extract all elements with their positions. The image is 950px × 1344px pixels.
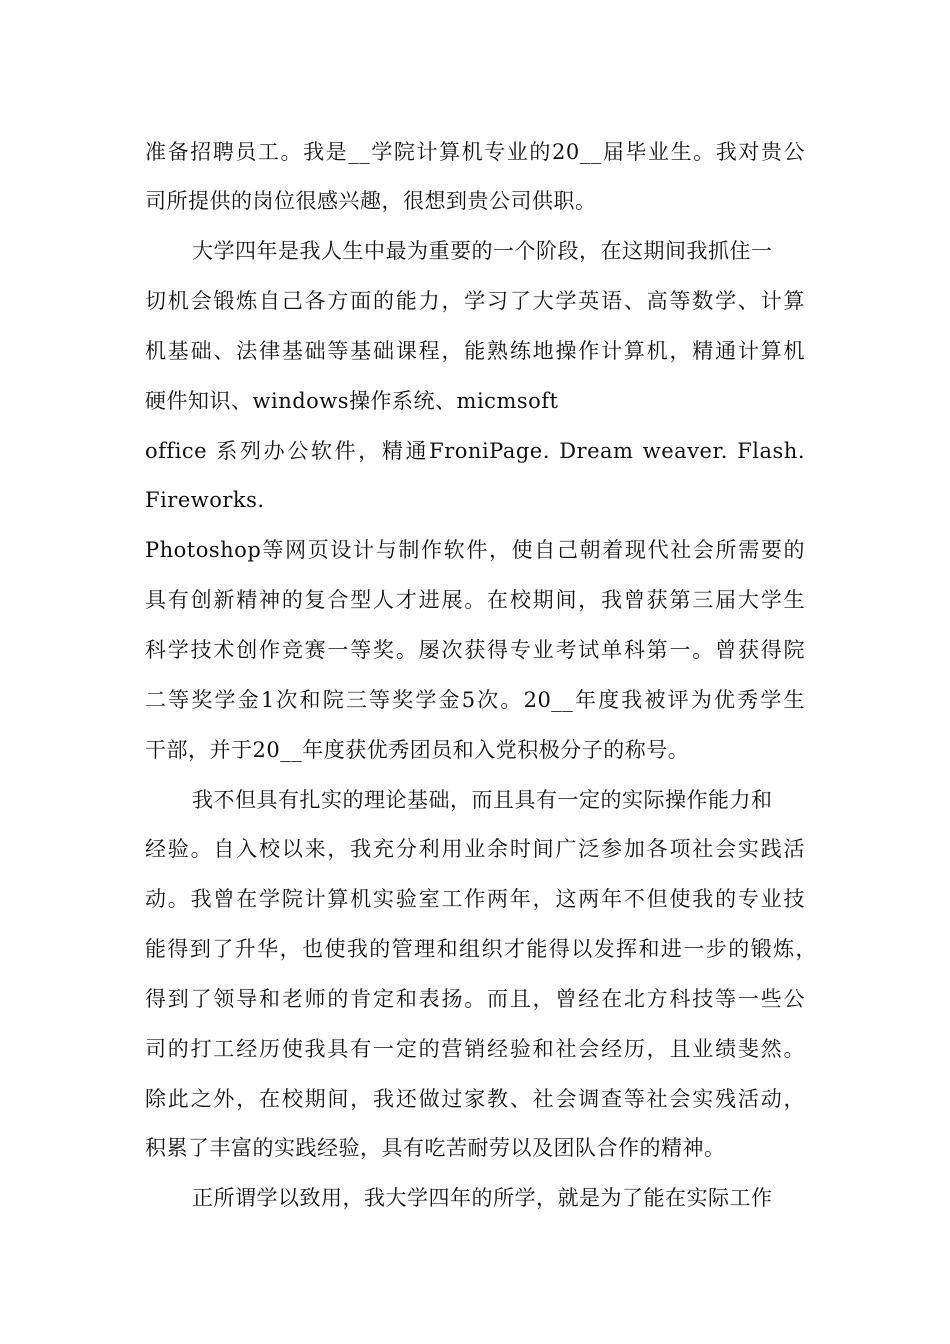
text-line: 积累了丰富的实践经验，具有吃苦耐劳以及团队合作的精神。 [145,1136,726,1160]
text-line: 干部，并于20__年度获优秀团员和入党积极分子的称号。 [145,738,690,762]
text-line: 我不但具有扎实的理论基础，而且具有一定的实际操作能力和 [192,788,773,812]
text-line: 能得到了升华，也使我的管理和组织才能得以发挥和进一步的锻炼， [145,937,817,961]
text-line: 机基础、法律基础等基础课程，能熟练地操作计算机，精通计算机 [145,339,805,363]
text-line: 司的打工经历使我具有一定的营销经验和社会经历，且业绩斐然。 [145,1037,805,1061]
text-line: 正所谓学以致用，我大学四年的所学，就是为了能在实际工作 [192,1186,773,1210]
text-line: 除此之外，在校期间，我还做过家教、社会调查等社会实残活动， [145,1087,805,1111]
text-line: 动。我曾在学院计算机实验室工作两年，这两年不但使我的专业技 [145,887,805,911]
text-line: 二等奖学金1次和院三等奖学金5次。20__年度我被评为优秀学生 [145,688,805,712]
text-line: 科学技术创作竞赛一等奖。屡次获得专业考试单科第一。曾获得院 [145,638,805,662]
text-line: 大学四年是我人生中最为重要的一个阶段，在这期间我抓住一 [192,239,773,263]
text-line: 得到了领导和老师的肯定和表扬。而且，曾经在北方科技等一些公 [145,987,805,1011]
text-line: 经验。自入校以来，我充分利用业余时间广泛参加各项社会实践活 [145,837,805,861]
text-line: 切机会锻炼自己各方面的能力，学习了大学英语、高等数学、计算 [145,289,805,313]
text-line: 司所提供的岗位很感兴趣，很想到贵公司供职。 [145,189,597,213]
text-line: Photoshop等网页设计与制作软件，使自己朝着现代社会所需要的 [145,538,805,562]
text-line: office 系列办公软件，精通FroniPage. Dream weaver. Flash. [145,439,805,463]
text-line: 硬件知识、windows操作系统、micmsoft [145,389,559,413]
text-line: 具有创新精神的复合型人才进展。在校期间，我曾获第三届大学生 [145,588,805,612]
text-line: 准备招聘员工。我是__学院计算机专业的20__届毕业生。我对贵公 [145,140,805,164]
text-line: Fireworks. [145,488,265,512]
